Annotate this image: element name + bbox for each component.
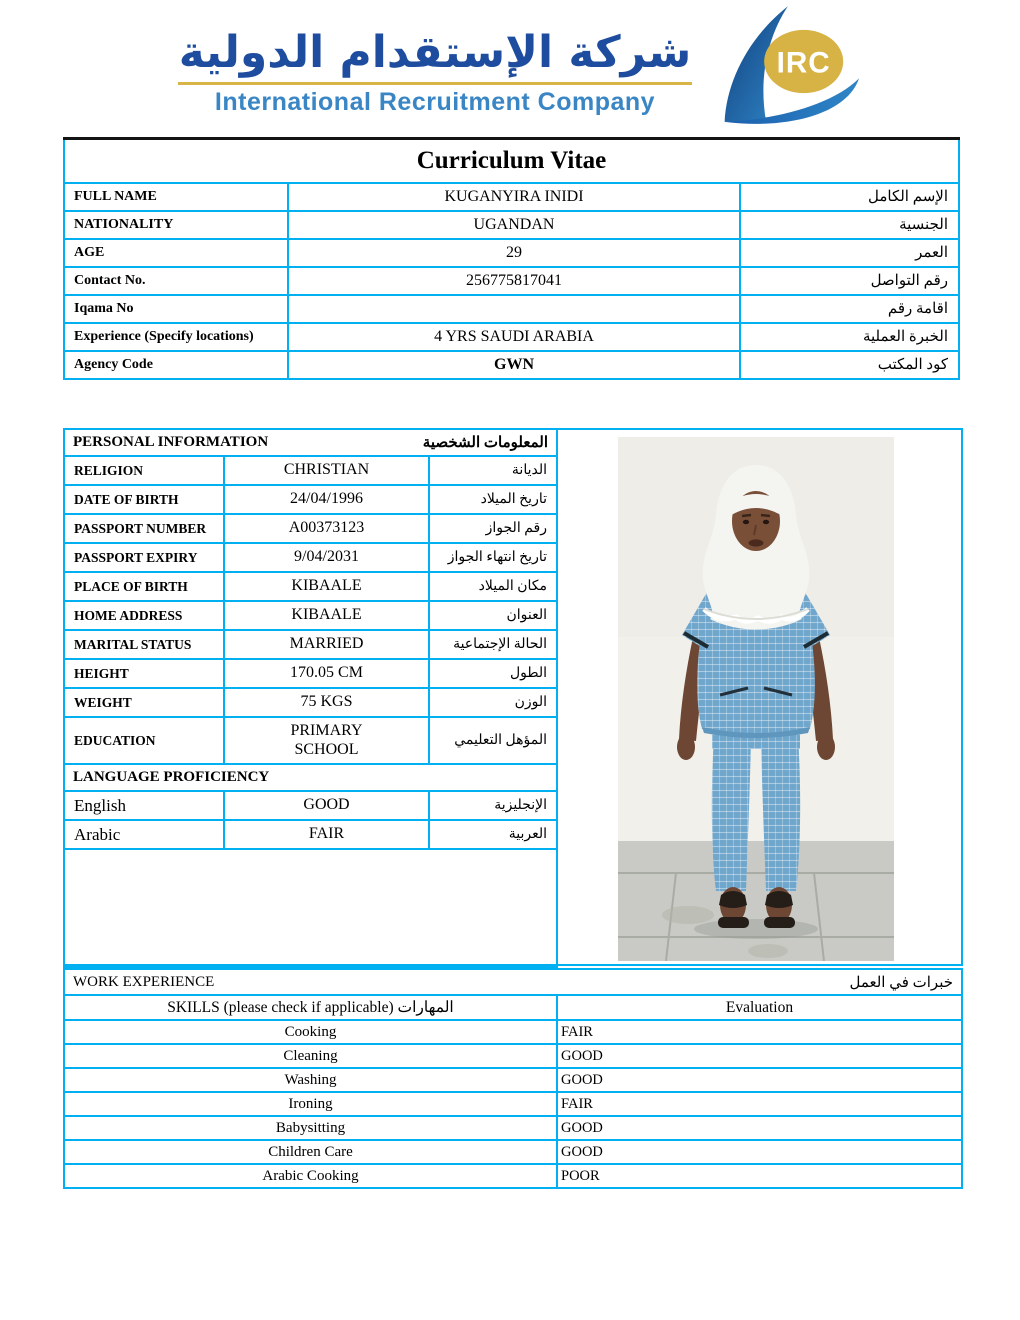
skill-name: Ironing [64, 1092, 557, 1116]
table-row [64, 267, 959, 295]
field-value: A00373123 [224, 514, 429, 543]
table-row [64, 1020, 962, 1044]
field-label: Agency Code [64, 351, 288, 379]
field-label-arabic: الحالة الإجتماعية [429, 630, 557, 659]
field-label-arabic: مكان الميلاد [429, 572, 557, 601]
table-row [64, 1092, 962, 1116]
section-title: PERSONAL INFORMATION [73, 434, 269, 450]
field-label: HOME ADDRESS [64, 601, 224, 630]
language-level: GOOD [224, 791, 429, 820]
language-label: Arabic [64, 820, 224, 849]
field-label: RELIGION [64, 456, 224, 485]
table-row [64, 543, 557, 572]
field-label: DATE OF BIRTH [64, 485, 224, 514]
field-label: Iqama No [64, 295, 288, 323]
skills-column-header: SKILLS (please check if applicable) المهارات [64, 995, 557, 1020]
language-label-arabic: العربية [429, 820, 557, 849]
field-label: AGE [64, 239, 288, 267]
table-row [64, 239, 959, 267]
company-name-arabic: شركة الإستقدام الدولية [178, 27, 692, 78]
personal-information-section [63, 428, 963, 966]
field-label-arabic: الخبرة العملية [740, 323, 959, 351]
candidate-photo [618, 437, 894, 961]
cv-summary-table [63, 137, 960, 380]
table-row [64, 820, 557, 849]
table-row [64, 485, 557, 514]
field-value: 9/04/2031 [224, 543, 429, 572]
field-label-arabic: اقامة رقم [740, 295, 959, 323]
table-row [64, 1068, 962, 1092]
logo-text: IRC [776, 46, 831, 80]
field-label: MARITAL STATUS [64, 630, 224, 659]
evaluation-column-header: Evaluation [557, 995, 962, 1020]
personal-information-table [63, 428, 558, 968]
field-label: PASSPORT NUMBER [64, 514, 224, 543]
language-proficiency-title: LANGUAGE PROFICIENCY [73, 769, 270, 785]
language-label-arabic: الإنجليزية [429, 791, 557, 820]
table-row [64, 456, 557, 485]
table-row [64, 183, 959, 211]
agency-code-value: GWN [288, 351, 740, 379]
field-value: 170.05 CM [224, 659, 429, 688]
table-row [64, 351, 959, 379]
field-label-arabic: رقم التواصل [740, 267, 959, 295]
empty-cell [64, 849, 557, 967]
table-row [64, 630, 557, 659]
field-value [288, 295, 740, 323]
field-label: Experience (Specify locations) [64, 323, 288, 351]
table-row [64, 295, 959, 323]
company-name-english: International Recruitment Company [214, 87, 656, 116]
table-row [64, 717, 557, 764]
table-row [64, 601, 557, 630]
field-value: PRIMARY SCHOOL [224, 717, 429, 764]
field-label: EDUCATION [64, 717, 224, 764]
field-label-arabic: تاريخ انتهاء الجواز [429, 543, 557, 572]
skill-name: Arabic Cooking [64, 1164, 557, 1188]
work-experience-title-arabic: خبرات في العمل [849, 974, 953, 991]
table-row [64, 514, 557, 543]
field-value: 29 [288, 239, 740, 267]
skill-name: Cleaning [64, 1044, 557, 1068]
field-label-arabic: الديانة [429, 456, 557, 485]
field-label-arabic: العمر [740, 239, 959, 267]
field-label: HEIGHT [64, 659, 224, 688]
skill-evaluation: GOOD [557, 1068, 962, 1092]
skill-evaluation: GOOD [557, 1116, 962, 1140]
skill-evaluation: FAIR [557, 1020, 962, 1044]
table-row [64, 791, 557, 820]
skill-name: Washing [64, 1068, 557, 1092]
skill-name: Cooking [64, 1020, 557, 1044]
work-experience-table [63, 968, 963, 1189]
section-title-arabic: المعلومات الشخصية [422, 435, 548, 451]
field-value: 24/04/1996 [224, 485, 429, 514]
field-label-arabic: كود المكتب [740, 351, 959, 379]
field-label-arabic: الوزن [429, 688, 557, 717]
field-value: CHRISTIAN [224, 456, 429, 485]
skill-name: Babysitting [64, 1116, 557, 1140]
skills-column-header-arabic: المهارات [397, 999, 454, 1016]
page-title: Curriculum Vitae [64, 139, 959, 183]
table-row [64, 1116, 962, 1140]
table-row [64, 1164, 962, 1188]
field-label: Contact No. [64, 267, 288, 295]
field-label-arabic: الجنسية [740, 211, 959, 239]
field-label-arabic: رقم الجواز [429, 514, 557, 543]
table-row [64, 1140, 962, 1164]
language-level: FAIR [224, 820, 429, 849]
work-experience-title: WORK EXPERIENCE [73, 973, 215, 990]
field-value: KUGANYIRA INIDI [288, 183, 740, 211]
field-value: UGANDAN [288, 211, 740, 239]
field-label: WEIGHT [64, 688, 224, 717]
company-logo-icon [693, 2, 861, 128]
table-row [64, 1044, 962, 1068]
field-label: NATIONALITY [64, 211, 288, 239]
field-label-arabic: الإسم الكامل [740, 183, 959, 211]
skill-evaluation: POOR [557, 1164, 962, 1188]
field-value: 256775817041 [288, 267, 740, 295]
field-label-arabic: تاريخ الميلاد [429, 485, 557, 514]
skill-evaluation: GOOD [557, 1140, 962, 1164]
table-row [64, 688, 557, 717]
company-brand [178, 28, 692, 117]
field-label-arabic: الطول [429, 659, 557, 688]
field-label: PLACE OF BIRTH [64, 572, 224, 601]
skill-evaluation: GOOD [557, 1044, 962, 1068]
field-label-arabic: العنوان [429, 601, 557, 630]
language-label: English [64, 791, 224, 820]
skill-evaluation: FAIR [557, 1092, 962, 1116]
table-row [64, 659, 557, 688]
table-row [64, 323, 959, 351]
company-header [0, 0, 1020, 130]
field-label-arabic: المؤهل التعليمي [429, 717, 557, 764]
skill-name: Children Care [64, 1140, 557, 1164]
field-label: FULL NAME [64, 183, 288, 211]
field-value: KIBAALE [224, 572, 429, 601]
field-value: 75 KGS [224, 688, 429, 717]
gold-divider [178, 82, 692, 85]
field-value: MARRIED [224, 630, 429, 659]
field-value: KIBAALE [224, 601, 429, 630]
field-label: PASSPORT EXPIRY [64, 543, 224, 572]
table-row [64, 572, 557, 601]
table-row [64, 211, 959, 239]
field-value: 4 YRS SAUDI ARABIA [288, 323, 740, 351]
